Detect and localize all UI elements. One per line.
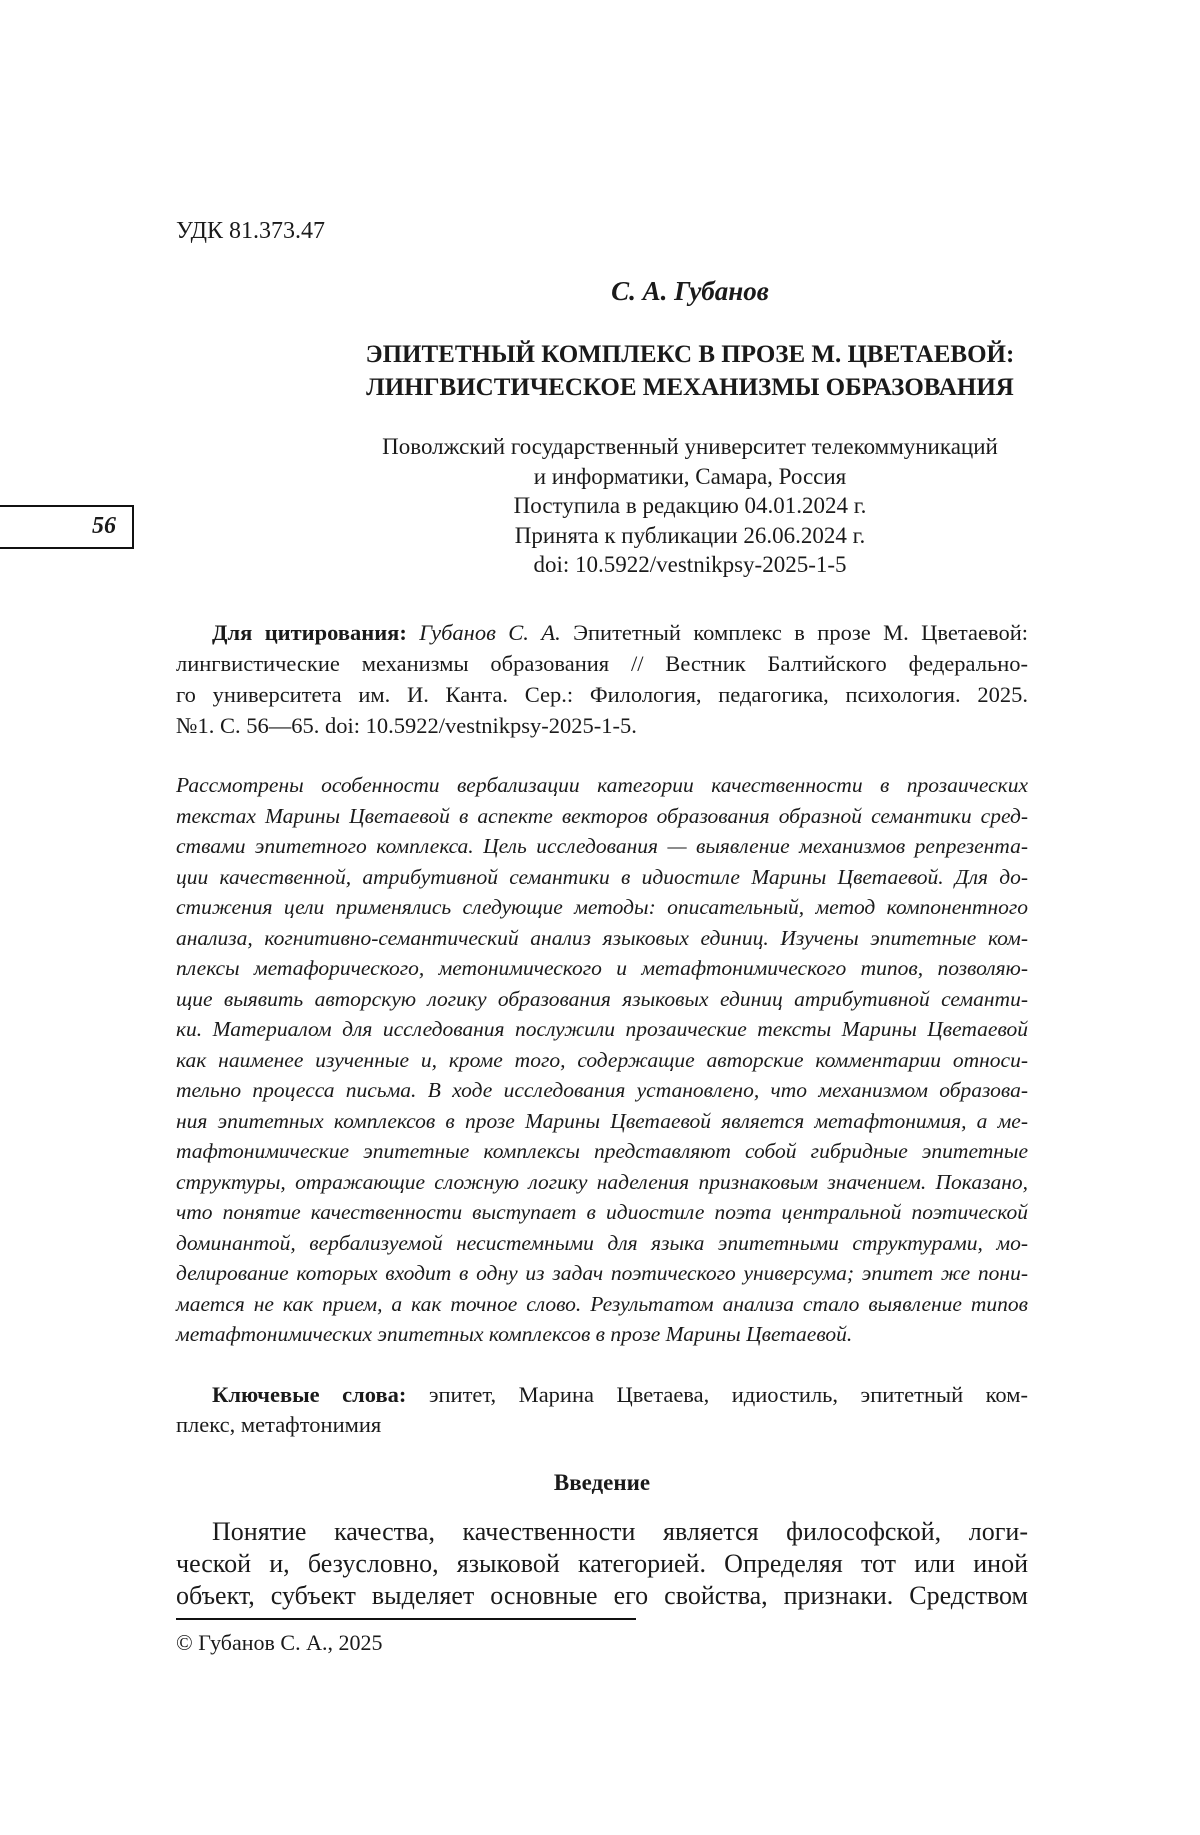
abstract-line: стижения цели применялись следующие методы: описательный, метод компонентного <box>176 895 1028 919</box>
affiliation-block <box>176 432 1200 580</box>
abstract-line: Рассмотрены особенности вербализации категории качественности в прозаических <box>176 773 1028 797</box>
keywords-block <box>176 1380 1028 1440</box>
abstract-line: структуры, отражающие сложную логику наделения признаковым значением. Показано, <box>176 1169 1028 1194</box>
keywords-line-2: плекс, метафтонимия <box>176 1412 382 1437</box>
abstract-line: как наименее изученные и, кроме того, содержащие авторские комментарии относи- <box>176 1047 1028 1072</box>
citation-line-3: го университета им. И. Канта. Сер.: Филология, педагогика, психология. 2025. <box>176 682 1028 707</box>
abstract-line: ции качественной, атрибутивной семантики в идиостиле Марины Цветаевой. Для до- <box>176 864 1028 889</box>
intro-paragraph <box>176 1516 1028 1612</box>
abstract-line: ки. Материалом для исследования послужили прозаические тексты Марины Цветаевой <box>176 1017 1028 1041</box>
footnote-divider <box>176 1618 636 1620</box>
abstract-line: ния эпитетных комплексов в прозе Марины Цветаевой является метафтонимия, а ме- <box>176 1108 1028 1133</box>
abstract <box>176 770 1028 1350</box>
citation-line-4: №1. С. 56—65. doi: 10.5922/vestnikpsy-2025-1-5. <box>176 713 637 738</box>
abstract-line: текстах Марины Цветаевой в аспекте векторов образования образной семантики сред- <box>176 803 1028 828</box>
section-heading: Введение <box>553 1470 651 1495</box>
citation-line-2: лингвистические механизмы образования // Вестник Балтийского федерально- <box>176 651 1028 676</box>
keywords-line-1 <box>176 1380 1028 1410</box>
doi: doi: 10.5922/vestnikpsy-2025-1-5 <box>533 552 847 577</box>
abstract-line: щие выявить авторскую логику образования языковых единиц атрибутивной семанти- <box>176 986 1028 1011</box>
copyright-notice: © Губанов С. А., 2025 <box>176 1630 383 1655</box>
received-date: Поступила в редакцию 04.01.2024 г. <box>513 493 867 518</box>
abstract-line: делирование которых входит в одну из задач поэтического универсума; эпитет же пони- <box>176 1261 1028 1285</box>
affiliation-line-1: Поволжский государственный университет телекоммуникаций <box>382 434 998 459</box>
citation-label: Для цитирования: <box>212 620 407 645</box>
citation-author: Губанов С. А. <box>419 620 561 645</box>
intro-line: ческой и, безусловно, языковой категорией. Определяя тот или иной <box>176 1549 1028 1578</box>
abstract-line: ствами эпитетного комплекса. Цель исследования — выявление механизмов репрезента- <box>176 834 1028 858</box>
abstract-line: анализа, когнитивно-семантический анализ языковых единиц. Изучены эпитетные ком- <box>176 925 1028 950</box>
abstract-line: мается не как прием, а как точное слово. Результатом анализа стало выявление типов <box>176 1291 1028 1316</box>
udk-code: УДК 81.373.47 <box>176 218 325 244</box>
page-number: 56 <box>92 513 116 539</box>
author-name: С. А. Губанов <box>611 276 769 306</box>
affiliation-line-2: и информатики, Самара, Россия <box>533 463 847 489</box>
page-number-box <box>0 505 134 549</box>
intro-line: объект, субъект выделяет основные его свойства, признаки. Средством <box>176 1581 1028 1610</box>
keywords-label: Ключевые слова: <box>212 1382 407 1407</box>
abstract-line: что понятие качественности выступает в идиостиле поэта центральной поэтической <box>176 1200 1028 1224</box>
citation-block <box>176 617 1028 741</box>
keywords-line-1-text: эпитет, Марина Цветаева, идиостиль, эпитетный ком- <box>428 1382 1028 1407</box>
abstract-line: тафтонимические эпитетные комплексы представляют собой гибридные эпитетные <box>176 1139 1028 1163</box>
article-title-line-1: ЭПИТЕТНЫЙ КОМПЛЕКС В ПРОЗЕ М. ЦВЕТАЕВОЙ: <box>365 341 1015 368</box>
article-title <box>176 338 1200 404</box>
citation-line-1 <box>176 617 1028 648</box>
abstract-line: доминантой, вербализуемой несистемными для языка эпитетными структурами, мо- <box>176 1230 1028 1255</box>
accepted-date: Принята к публикации 26.06.2024 г. <box>514 522 866 548</box>
abstract-line: метафтонимических эпитетных комплексов в прозе Марины Цветаевой. <box>176 1322 853 1346</box>
abstract-line: тельно процесса письма. В ходе исследования установлено, что механизмом образова- <box>176 1078 1028 1102</box>
abstract-line: плексы метафорического, метонимического и метафтонимического типов, позволяю- <box>176 956 1028 980</box>
intro-line: Понятие качества, качественности является философской, логи- <box>212 1517 1028 1546</box>
article-title-line-2: ЛИНГВИСТИЧЕСКОЕ МЕХАНИЗМЫ ОБРАЗОВАНИЯ <box>366 374 1014 401</box>
citation-line-1-text: Эпитетный комплекс в прозе М. Цветаевой: <box>573 620 1029 645</box>
